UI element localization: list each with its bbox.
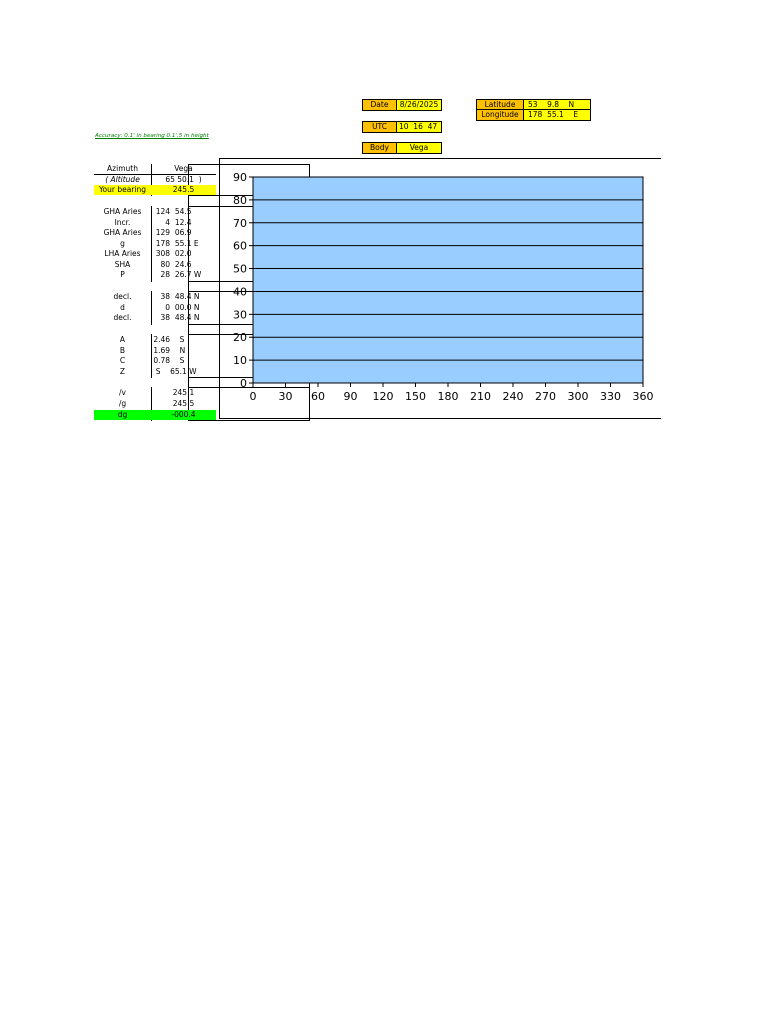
plot-area <box>253 177 643 383</box>
time-row <box>94 249 216 260</box>
result-value: 245.1 <box>172 388 195 397</box>
time-value: 308 02.0 <box>151 249 192 258</box>
decl-label: d <box>120 302 125 312</box>
x-tick-label: 330 <box>600 390 621 403</box>
dg-value: -000.4 <box>171 410 196 419</box>
abc-value: 2.46 S <box>151 335 185 344</box>
bearing-row[interactable] <box>94 185 216 195</box>
latitude-field[interactable]: 53 9.8 N <box>523 99 591 110</box>
y-tick-label: 80 <box>233 193 247 207</box>
y-tick-label: 70 <box>233 216 247 230</box>
time-value: 129 06.9 <box>151 228 192 237</box>
x-tick-label: 360 <box>632 390 654 403</box>
longitude-label: Longitude <box>476 109 524 121</box>
time-row <box>94 239 216 250</box>
y-tick-label: 60 <box>233 239 247 253</box>
x-tick-label: 240 <box>502 390 524 403</box>
x-tick-label: 180 <box>437 390 459 403</box>
abc-value: 1.69 N <box>151 345 186 355</box>
time-value: 80 24.6 <box>151 259 192 269</box>
result-row <box>94 399 216 410</box>
time-value: 178 55.1 E <box>151 238 199 248</box>
x-tick-label: 0 <box>249 390 257 403</box>
body-field[interactable]: Vega <box>396 142 442 154</box>
abc-label: Z <box>119 366 126 376</box>
time-row <box>94 218 216 229</box>
y-tick-label: 50 <box>233 262 247 276</box>
date-label: Date <box>362 99 397 111</box>
result-label: /v <box>119 388 126 397</box>
decl-value: 0 00.0 N <box>151 302 200 312</box>
x-tick-label: 270 <box>535 390 556 403</box>
dg-row <box>94 410 216 420</box>
decl-row <box>94 292 216 303</box>
x-tick-label: 60 <box>311 390 325 403</box>
result-label: /g <box>118 398 127 408</box>
time-label: SHA <box>114 259 131 269</box>
bearing-label: Your bearing <box>98 185 147 194</box>
x-tick-label: 90 <box>343 390 358 403</box>
time-value: 28 26.7 W <box>151 270 202 279</box>
y-tick-label: 20 <box>233 331 247 345</box>
x-tick-label: 30 <box>278 390 293 403</box>
azimuth-altitude-chart <box>220 160 665 416</box>
abc-label: A <box>119 335 126 344</box>
chart-top-border <box>219 158 661 159</box>
decl-label: decl. <box>113 313 132 322</box>
y-tick-label: 40 <box>233 285 247 299</box>
time-value: 4 12.4 <box>151 217 192 227</box>
body-label: Body <box>362 142 397 154</box>
date-field[interactable]: 8/26/2025 <box>396 99 442 111</box>
y-tick-label: 0 <box>240 377 247 390</box>
decl-label: decl. <box>113 292 132 301</box>
time-value: 124 54.5 <box>151 207 192 216</box>
time-label: GHA Aries <box>103 207 142 216</box>
time-row <box>94 260 216 271</box>
time-label: P <box>120 270 125 279</box>
result-value: 245.5 <box>172 398 195 408</box>
abc-row <box>94 367 216 378</box>
time-row <box>94 207 216 218</box>
abc-label: C <box>119 356 126 365</box>
latitude-label: Latitude <box>476 99 524 110</box>
time-row <box>94 270 216 281</box>
time-row <box>94 228 216 239</box>
accuracy-note: Accuracy: 0.1' in bearing 0.1'.5 in height <box>95 133 209 139</box>
time-label: g <box>120 238 125 248</box>
chart-bottom-border <box>219 418 661 419</box>
x-tick-label: 300 <box>567 390 589 403</box>
abc-row <box>94 346 216 357</box>
x-tick-label: 150 <box>405 390 426 403</box>
y-tick-label: 90 <box>233 171 247 184</box>
abc-row <box>94 356 216 367</box>
decl-row <box>94 313 216 324</box>
decl-value: 38 48.4 N <box>151 292 200 301</box>
abc-value: S 65.1 W <box>151 366 197 376</box>
y-tick-label: 30 <box>233 308 247 322</box>
time-label: Incr. <box>114 217 131 227</box>
time-label: GHA Aries <box>103 228 142 237</box>
result-row <box>94 388 216 399</box>
x-tick-label: 120 <box>372 390 394 403</box>
dg-label: dg <box>117 410 128 419</box>
azimuth-label: Azimuth <box>107 164 138 173</box>
utc-label: UTC <box>362 121 397 133</box>
abc-label: B <box>119 345 126 355</box>
bearing-value[interactable]: 245.5 <box>172 185 195 194</box>
decl-value: 38 48.4 N <box>151 313 200 322</box>
time-label: LHA Aries <box>104 249 141 258</box>
altitude-label: ( Altitude <box>105 174 140 184</box>
abc-row <box>94 335 216 346</box>
altitude-value: 65 50.1 ) <box>165 174 202 184</box>
x-tick-label: 210 <box>470 390 491 403</box>
longitude-field[interactable]: 178 55.1 E <box>523 109 591 121</box>
utc-field[interactable]: 10 16 47 <box>396 121 442 133</box>
decl-row <box>94 303 216 314</box>
y-tick-label: 10 <box>233 354 247 368</box>
azimuth-body: Vega <box>174 164 193 173</box>
abc-value: 0.78 S <box>151 356 185 365</box>
